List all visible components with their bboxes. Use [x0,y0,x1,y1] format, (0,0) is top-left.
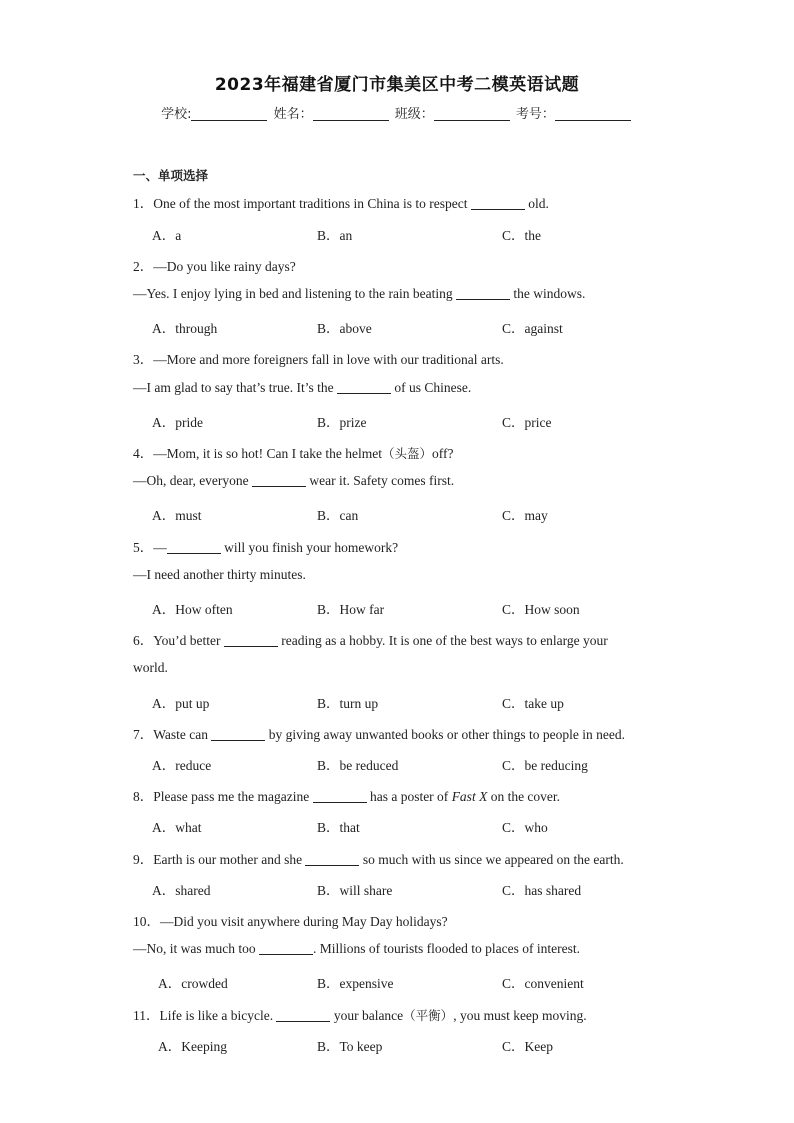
answer-blank [167,541,221,554]
answer-blank [305,853,359,866]
name-label: 姓名： [273,107,313,122]
question-7-option-a[interactable]: A．reduce [152,758,212,773]
question-1-option-c[interactable]: C．the [502,228,541,243]
question-6-option-c[interactable]: C．take up [502,696,564,711]
question-9-option-c[interactable]: C．has shared [502,883,582,898]
class-label: 班级： [394,107,434,122]
question-4-reply: —Oh, dear, everyone wear it. Safety comes first. [133,473,455,488]
question-4-stem: 4．—Mom, it is so hot! Can I take the helmet（头盔）off? [133,446,454,461]
school-label: 学校: [161,107,192,122]
answer-blank [259,942,313,955]
question-4-option-a[interactable]: A．must [152,508,202,523]
question-7-option-b[interactable]: B．be reduced [317,758,399,773]
class-blank[interactable] [434,106,510,121]
question-9-stem: 9．Earth is our mother and she so much with us since we appeared on the earth. [133,852,624,867]
school-blank[interactable] [191,106,267,121]
question-7-option-c[interactable]: C．be reducing [502,758,588,773]
answer-blank [252,474,306,487]
question-10-option-c[interactable]: C．convenient [502,976,584,991]
question-5-option-b[interactable]: B．How far [317,602,385,617]
question-4-option-b[interactable]: B．can [317,508,359,523]
question-2-option-c[interactable]: C．against [502,321,563,336]
question-2-reply: —Yes. I enjoy lying in bed and listening to the rain beating the windows. [133,286,586,301]
section-title: 一、单项选择 [133,168,209,183]
question-3-option-b[interactable]: B．prize [317,415,367,430]
question-5-reply: —I need another thirty minutes. [133,567,306,582]
question-2-option-a[interactable]: A．through [152,321,218,336]
question-3-option-c[interactable]: C．price [502,415,552,430]
question-11-stem: 11．Life is like a bicycle. your balance（平衡）, you must keep moving. [133,1008,587,1023]
question-3-reply: —I am glad to say that’s true. It’s the of us Chinese. [133,380,472,395]
question-3-stem: 3．—More and more foreigners fall in love with our traditional arts. [133,352,504,367]
name-blank[interactable] [313,106,389,121]
question-8-option-b[interactable]: B．that [317,820,360,835]
answer-blank [211,728,265,741]
question-10-option-b[interactable]: B．expensive [317,976,394,991]
answer-blank [337,381,391,394]
question-5-option-a[interactable]: A．How often [152,602,233,617]
question-10-reply: —No, it was much too . Millions of tourists flooded to places of interest. [133,941,580,956]
question-2-stem: 2．—Do you like rainy days? [133,259,296,274]
question-9-option-b[interactable]: B．will share [317,883,393,898]
answer-blank [313,790,367,803]
question-2-option-b[interactable]: B．above [317,321,372,336]
question-8-option-c[interactable]: C．who [502,820,548,835]
answer-blank [276,1009,330,1022]
question-6-stem: 6．You’d better reading as a hobby. It is one of the best ways to enlarge your [133,633,608,648]
question-10-stem: 10．—Did you visit anywhere during May Day holidays? [133,914,448,929]
question-5-option-c[interactable]: C．How soon [502,602,580,617]
question-10-option-a[interactable]: A．crowded [158,976,228,991]
question-6-option-b[interactable]: B．turn up [317,696,379,711]
question-4-option-c[interactable]: C．may [502,508,548,523]
student-info-row [0,103,794,122]
question-3-option-a[interactable]: A．pride [152,415,203,430]
question-1-option-b[interactable]: B．an [317,228,353,243]
question-11-option-b[interactable]: B．To keep [317,1039,383,1054]
question-8-option-a[interactable]: A．what [152,820,202,835]
question-7-stem: 7．Waste can by giving away unwanted books or other things to people in need. [133,727,625,742]
answer-blank [456,287,510,300]
question-1-option-a[interactable]: A．a [152,228,182,243]
question-11-option-a[interactable]: A．Keeping [158,1039,227,1054]
answer-blank [471,197,525,210]
page-title: 2023年福建省厦门市集美区中考二模英语试题 [214,75,580,95]
question-11-option-c[interactable]: C．Keep [502,1039,553,1054]
question-6-stem-continued: world. [133,660,168,675]
question-8-stem: 8．Please pass me the magazine has a poster of Fast X on the cover. [133,789,561,804]
question-5-stem: 5．— will you finish your homework? [133,540,399,555]
question-1-stem: 1．One of the most important traditions in China is to respect old. [133,196,549,211]
answer-blank [224,634,278,647]
exam-number-label: 考号： [515,107,555,122]
question-9-option-a[interactable]: A．shared [152,883,211,898]
exam-number-blank[interactable] [555,106,631,121]
question-6-option-a[interactable]: A．put up [152,696,210,711]
